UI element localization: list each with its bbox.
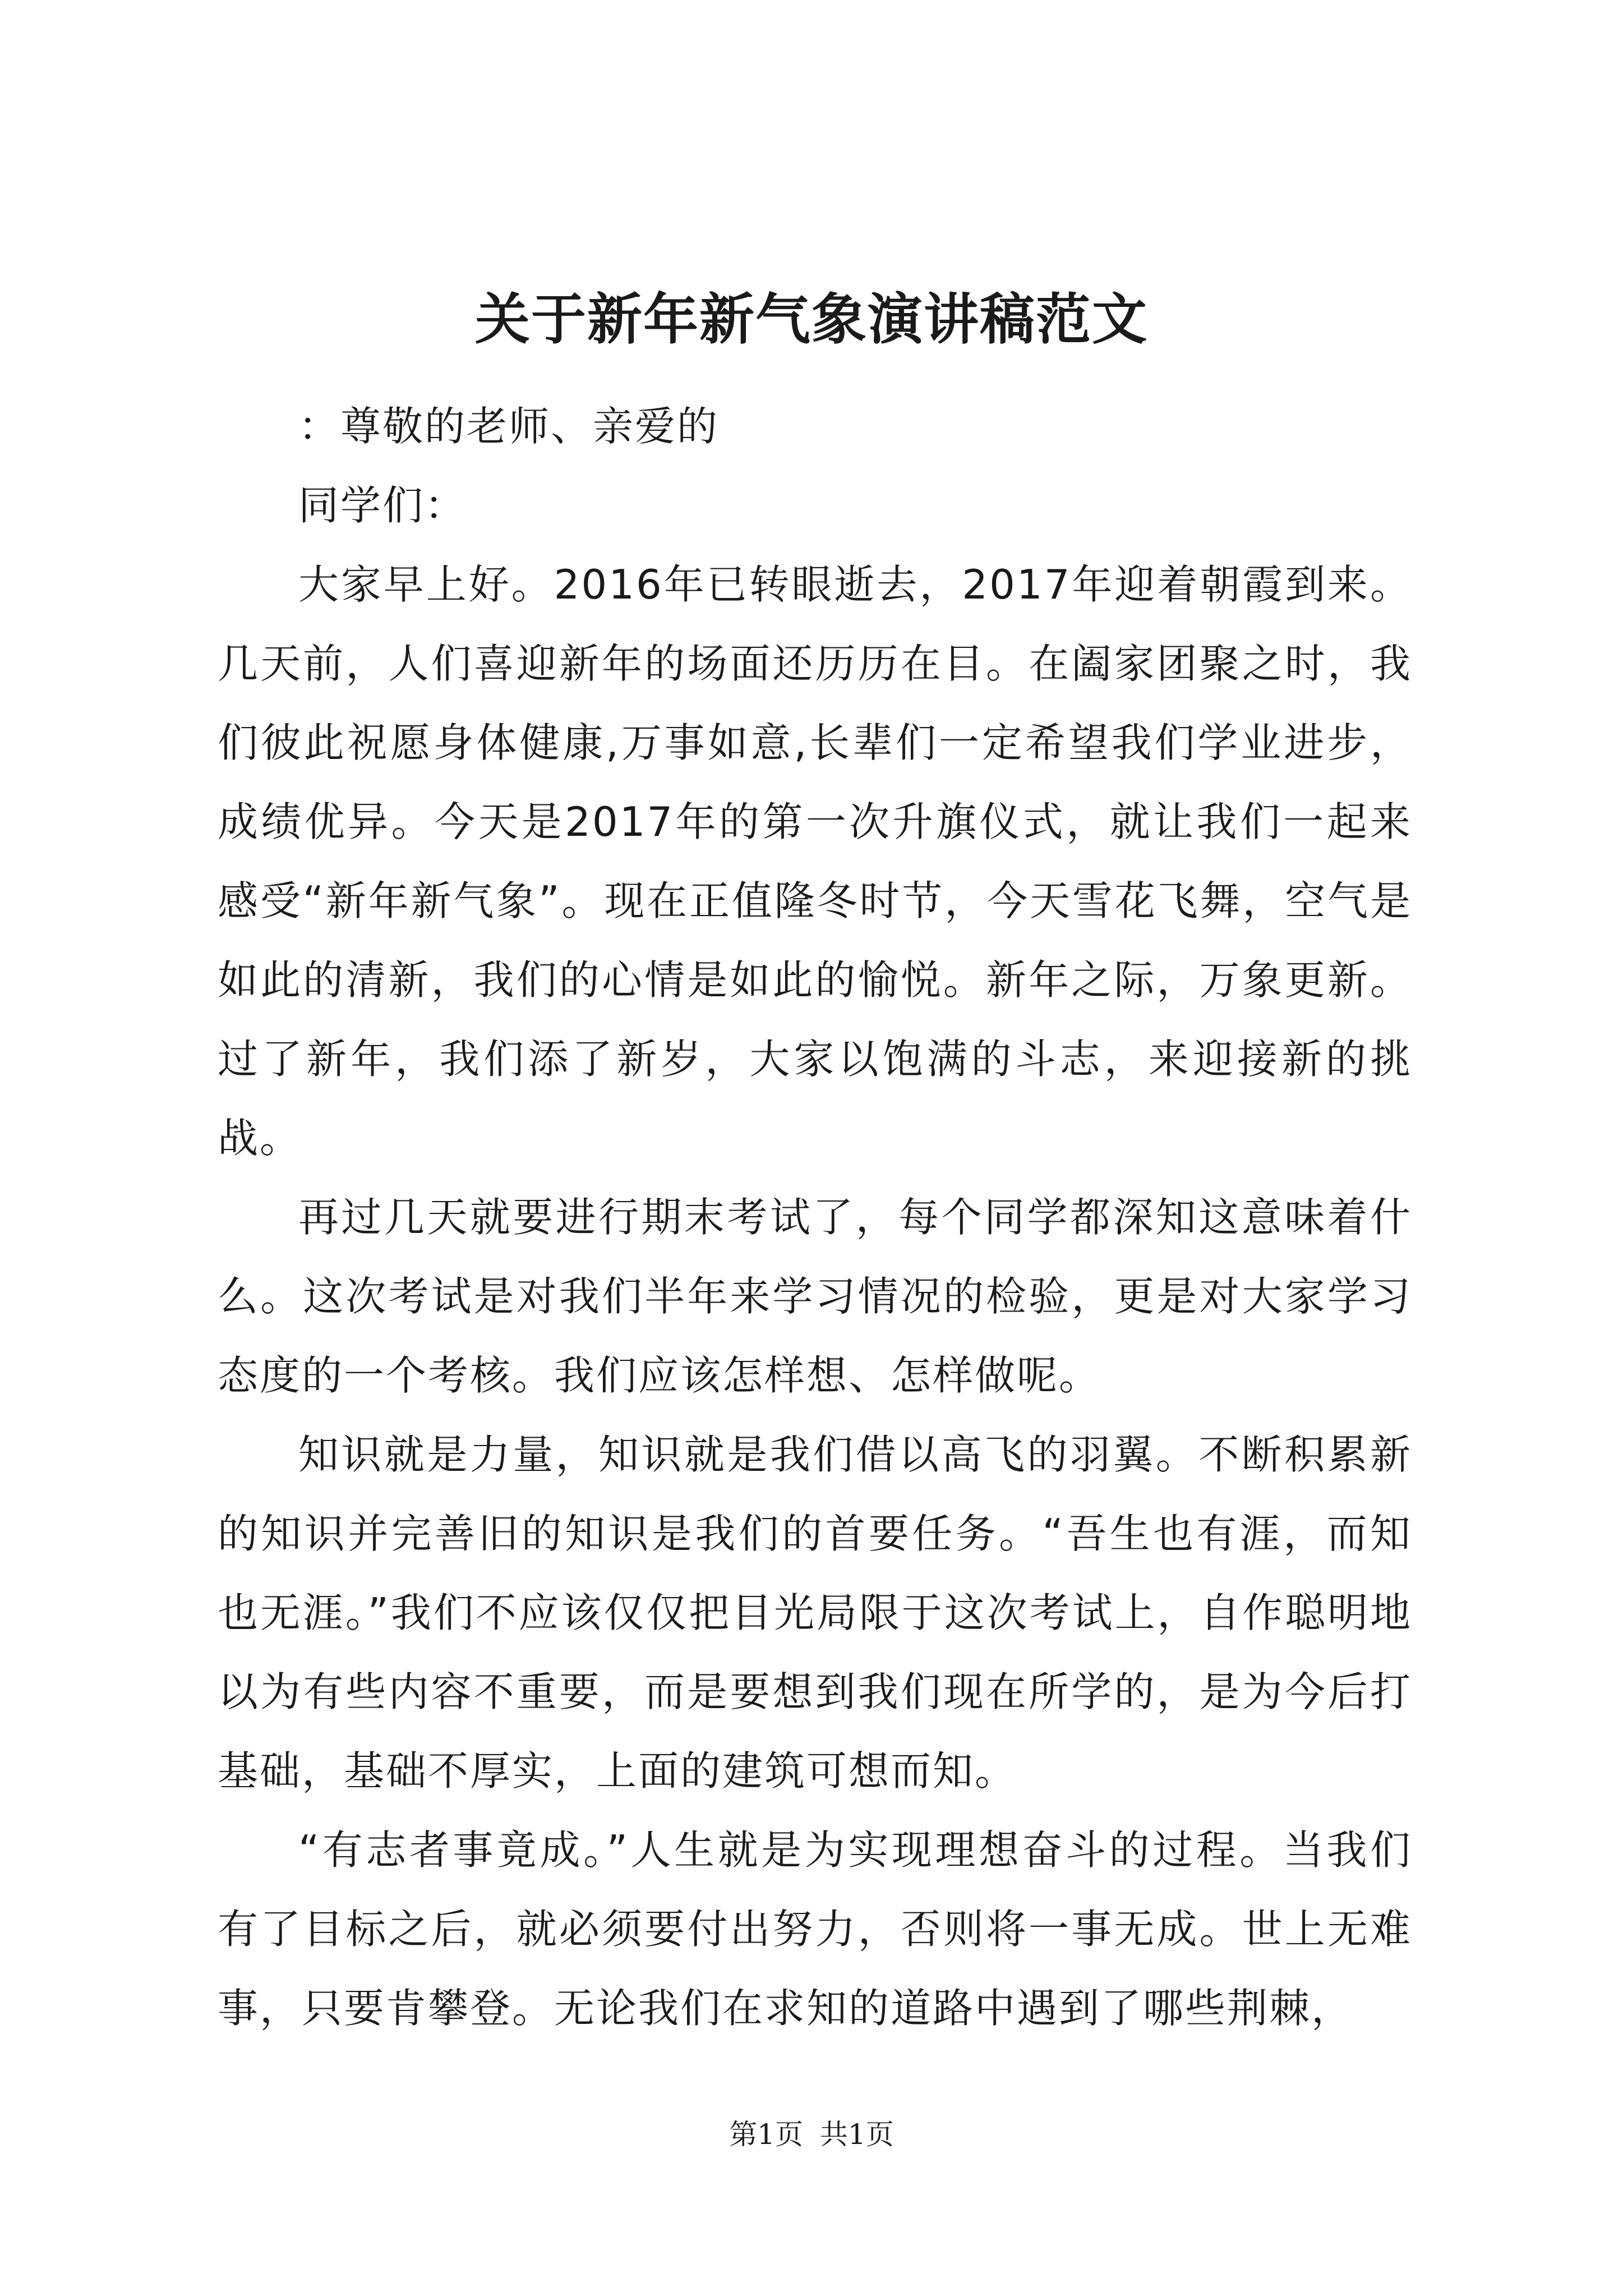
- page-footer: [0, 2115, 1623, 2154]
- body-paragraph: “有志者事竟成。”人生就是为实现理想奋斗的过程。当我们有了目标之后，就必须要付出努力，否则将一事无成。世上无难事，只要肯攀登。无论我们在求知的道路中遇到了哪些荆棘，: [218, 1826, 1412, 2032]
- page-number-total: 共1页: [820, 2118, 894, 2151]
- salutation-line: 同学们：: [298, 482, 467, 529]
- body-paragraph: 大家早上好。2016年已转眼逝去，2017年迎着朝霞到来。几天前，人们喜迎新年的场面还历历在目。在阖家团聚之时，我们彼此祝愿身体健康,万事如意,长辈们一定希望我们学业进步，成绩优异。今天是2017年的第一次升旗仪式，就让我们一起来感受“新年新气象”。现在正值隆冬时节，今天雪花飞舞，空气是如此的清新，我们的心情是如此的愉悦。新年之际，万象更新。过了新年，我们添了新岁，大家以饱满的斗志，来迎接新的挑战。: [218, 561, 1412, 1162]
- document-body: [218, 387, 1412, 2048]
- page-number-current: 第1页: [729, 2118, 803, 2151]
- salutation-line: ：尊敬的老师、亲爱的: [298, 403, 720, 450]
- body-paragraph: 再过几天就要进行期末考试了，每个同学都深知这意味着什么。这次考试是对我们半年来学习情况的检验，更是对大家学习态度的一个考核。我们应该怎样想、怎样做呢。: [218, 1194, 1412, 1399]
- body-paragraph: 知识就是力量，知识就是我们借以高飞的羽翼。不断积累新的知识并完善旧的知识是我们的首要任务。“吾生也有涯，而知也无涯。”我们不应该仅仅把目光局限于这次考试上，自作聪明地以为有些内容不重要，而是要想到我们现在所学的，是为今后打基础，基础不厚实，上面的建筑可想而知。: [218, 1431, 1412, 1795]
- document-title: 关于新年新气象演讲稿范文: [474, 287, 1148, 352]
